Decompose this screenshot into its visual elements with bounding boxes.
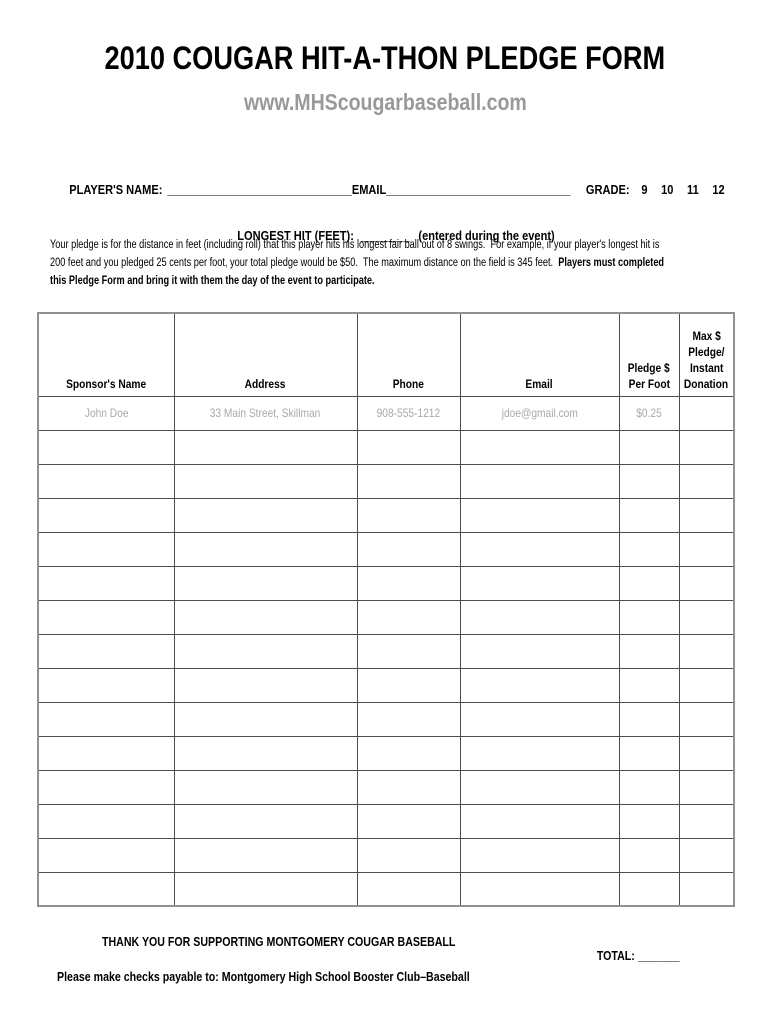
sample-cell-email: jdoe@gmail.com [460, 396, 619, 430]
empty-cell [460, 464, 619, 498]
empty-cell [38, 702, 174, 736]
empty-row [38, 804, 734, 838]
website-url-text: www.MHScougarbaseball.com [243, 89, 527, 115]
empty-cell [679, 532, 734, 566]
empty-cell [619, 464, 679, 498]
empty-cell [460, 838, 619, 872]
empty-row [38, 566, 734, 600]
empty-cell [460, 634, 619, 668]
empty-cell [38, 838, 174, 872]
instructions-line-3: this Pledge Form and bring it with them the day of the event to participate. [50, 275, 375, 287]
empty-cell [174, 532, 357, 566]
empty-cell [174, 702, 357, 736]
empty-cell [357, 838, 460, 872]
empty-cell [357, 498, 460, 532]
empty-cell [619, 668, 679, 702]
empty-cell [460, 532, 619, 566]
player-name-blank: ______________________________ [167, 182, 353, 197]
empty-cell [357, 566, 460, 600]
empty-row [38, 668, 734, 702]
col-header-phone: Phone [357, 313, 460, 396]
empty-row [38, 600, 734, 634]
col-header-sponsors-name: Sponsor's Name [38, 313, 174, 396]
empty-cell [619, 804, 679, 838]
sample-row [38, 396, 734, 430]
empty-cell [38, 634, 174, 668]
empty-cell [174, 464, 357, 498]
empty-cell [357, 464, 460, 498]
empty-cell [679, 600, 734, 634]
player-name-label: PLAYER'S NAME: [69, 182, 163, 197]
empty-cell [174, 770, 357, 804]
grade-option-11: 11 [687, 182, 699, 197]
total-blank: _______ [638, 949, 680, 963]
empty-cell [357, 532, 460, 566]
empty-row [38, 872, 734, 906]
empty-cell [619, 566, 679, 600]
grade-option-12: 12 [712, 182, 725, 197]
col-header-address: Address [174, 313, 357, 396]
email-label: EMAIL [352, 182, 387, 197]
instructions-line-1: Your pledge is for the distance in feet (including roll) that this player hits his longest fair ball out of 8 swings. For example, if your player's longest hit is [50, 239, 660, 251]
grade-label: GRADE: [586, 182, 630, 197]
empty-cell [357, 600, 460, 634]
pledge-table-grid [37, 312, 735, 907]
empty-row [38, 464, 734, 498]
empty-row [38, 532, 734, 566]
empty-cell [38, 498, 174, 532]
empty-cell [357, 634, 460, 668]
empty-cell [357, 872, 460, 906]
total-line [578, 921, 696, 977]
col-header-email: Email [460, 313, 619, 396]
table-header-row [38, 313, 734, 396]
empty-cell [679, 430, 734, 464]
empty-cell [679, 770, 734, 804]
empty-cell [38, 532, 174, 566]
empty-cell [38, 804, 174, 838]
empty-cell [460, 668, 619, 702]
empty-cell [460, 498, 619, 532]
empty-cell [174, 804, 357, 838]
empty-row [38, 702, 734, 736]
empty-cell [619, 498, 679, 532]
grade-option-9: 9 [641, 182, 648, 197]
empty-cell [38, 872, 174, 906]
empty-cell [679, 736, 734, 770]
empty-cell [357, 804, 460, 838]
longest-hit-blank: ________ [360, 228, 411, 243]
empty-cell [38, 430, 174, 464]
empty-cell [174, 566, 357, 600]
empty-cell [38, 464, 174, 498]
empty-cell [619, 872, 679, 906]
empty-row [38, 736, 734, 770]
empty-cell [357, 770, 460, 804]
total-label: TOTAL: [596, 949, 635, 963]
longest-hit-note: (entered during the event) [418, 228, 555, 243]
empty-cell [619, 736, 679, 770]
empty-cell [38, 668, 174, 702]
sample-cell-phone: 908-555-1212 [357, 396, 460, 430]
empty-cell [679, 464, 734, 498]
empty-row [38, 770, 734, 804]
empty-cell [174, 736, 357, 770]
empty-cell [679, 702, 734, 736]
instructions-line-2: 200 feet and you pledged 25 cents per foot, your total pledge would be $50. The maximum distance on the field is 345 feet. Players must completed [50, 257, 665, 269]
empty-cell [460, 430, 619, 464]
pledge-table [37, 312, 735, 907]
empty-cell [38, 770, 174, 804]
empty-cell [174, 498, 357, 532]
website-url [0, 89, 770, 116]
empty-cell [460, 736, 619, 770]
empty-cell [38, 600, 174, 634]
empty-cell [619, 532, 679, 566]
empty-cell [460, 804, 619, 838]
empty-cell [174, 668, 357, 702]
empty-cell [679, 668, 734, 702]
empty-cell [679, 566, 734, 600]
sample-cell-pledge-per-foot: $0.25 [619, 396, 679, 430]
empty-cell [460, 600, 619, 634]
longest-hit-label: LONGEST HIT (FEET): [237, 228, 355, 243]
empty-cell [174, 634, 357, 668]
empty-cell [619, 600, 679, 634]
col-header-pledge-per-foot: Pledge $ Per Foot [619, 313, 679, 396]
empty-cell [619, 702, 679, 736]
empty-cell [619, 770, 679, 804]
empty-cell [174, 838, 357, 872]
sample-cell-address: 33 Main Street, Skillman [174, 396, 357, 430]
empty-cell [357, 668, 460, 702]
empty-cell [460, 702, 619, 736]
empty-cell [357, 702, 460, 736]
empty-cell [357, 736, 460, 770]
empty-cell [619, 634, 679, 668]
empty-cell [174, 600, 357, 634]
empty-cell [38, 736, 174, 770]
thank-you-line: THANK YOU FOR SUPPORTING MONTGOMERY COUGAR BASEBALL [101, 935, 456, 949]
empty-cell [679, 634, 734, 668]
email-blank: ______________________________ [386, 182, 571, 197]
empty-row [38, 498, 734, 532]
empty-cell [679, 872, 734, 906]
sample-cell-max-pledge-donation [679, 396, 734, 430]
empty-cell [619, 430, 679, 464]
form-title [0, 40, 770, 77]
col-header-max-pledge-donation: Max $ Pledge/ Instant Donation [679, 313, 734, 396]
empty-row [38, 634, 734, 668]
empty-cell [174, 872, 357, 906]
empty-cell [679, 838, 734, 872]
empty-cell [174, 430, 357, 464]
empty-cell [460, 770, 619, 804]
empty-row [38, 838, 734, 872]
empty-row [38, 430, 734, 464]
empty-cell [679, 498, 734, 532]
empty-cell [619, 838, 679, 872]
instructions-paragraph [50, 236, 770, 290]
grade-option-10: 10 [661, 182, 674, 197]
checks-payable-line: Please make checks payable to: Montgomery High School Booster Club–Baseball [56, 970, 470, 984]
form-title-text: 2010 COUGAR HIT-A-THON PLEDGE FORM [104, 40, 666, 76]
empty-cell [460, 872, 619, 906]
empty-cell [460, 566, 619, 600]
sample-cell-sponsors-name: John Doe [38, 396, 174, 430]
empty-cell [679, 804, 734, 838]
empty-cell [38, 566, 174, 600]
empty-cell [357, 430, 460, 464]
